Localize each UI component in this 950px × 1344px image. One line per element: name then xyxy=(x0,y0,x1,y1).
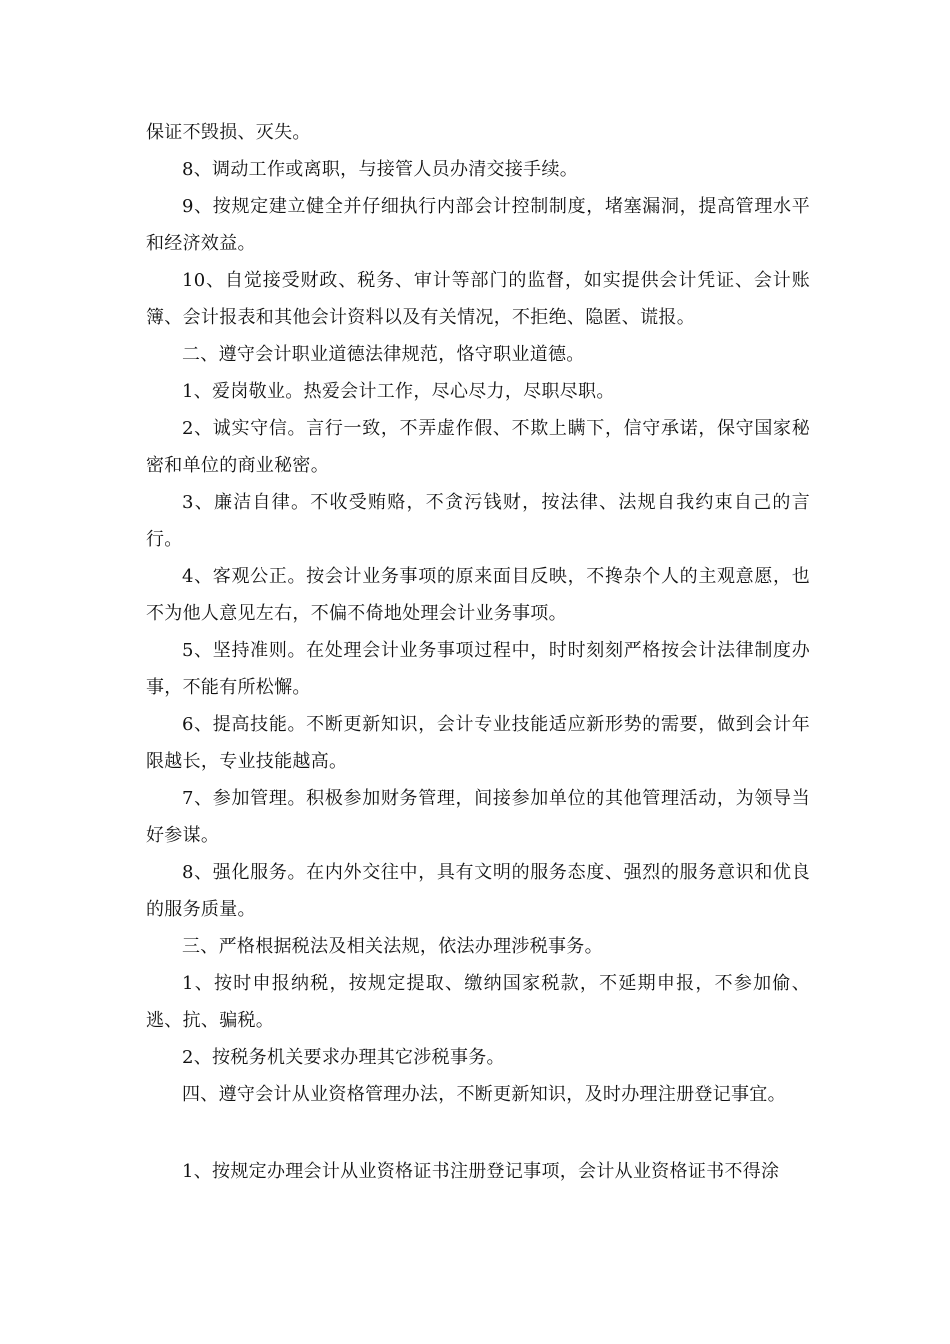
paragraph: 1、按时申报纳税，按规定提取、缴纳国家税款，不延期申报，不参加偷、逃、抗、骗税。 xyxy=(146,973,810,1031)
paragraph: 7、参加管理。积极参加财务管理，间接参加单位的其他管理活动，为领导当好参谋。 xyxy=(146,788,810,846)
paragraph: 8、调动工作或离职，与接管人员办清交接手续。 xyxy=(182,159,579,180)
paragraph: 10、自觉接受财政、税务、审计等部门的监督，如实提供会计凭证、会计账簿、会计报表和其他会计资料以及有关情况，不拒绝、隐匿、谎报。 xyxy=(146,270,810,328)
paragraph: 8、强化服务。在内外交往中，具有文明的服务态度、强烈的服务意识和优良的服务质量。 xyxy=(146,862,810,920)
paragraph: 3、廉洁自律。不收受贿赂，不贪污钱财，按法律、法规自我约束自己的言行。 xyxy=(146,492,810,550)
paragraph: 5、坚持准则。在处理会计业务事项过程中，时时刻刻严格按会计法律制度办事，不能有所松懈。 xyxy=(146,640,810,698)
paragraph: 1、爱岗敬业。热爱会计工作，尽心尽力，尽职尽职。 xyxy=(182,381,615,402)
paragraph: 9、按规定建立健全并仔细执行内部会计控制制度，堵塞漏洞，提高管理水平和经济效益。 xyxy=(146,196,810,254)
document-body xyxy=(146,114,810,1190)
paragraph: 2、按税务机关要求办理其它涉税事务。 xyxy=(182,1047,505,1068)
paragraph: 1、按规定办理会计从业资格证书注册登记事项，会计从业资格证书不得涂 xyxy=(182,1161,780,1182)
section-heading: 三、严格根据税法及相关法规，依法办理涉税事务。 xyxy=(182,936,603,957)
paragraph: 6、提高技能。不断更新知识，会计专业技能适应新形势的需要，做到会计年限越长，专业技能越高。 xyxy=(146,714,810,772)
section-heading: 四、遵守会计从业资格管理办法，不断更新知识，及时办理注册登记事宜。 xyxy=(182,1084,786,1105)
paragraph: 保证不毁损、灭失。 xyxy=(146,122,311,143)
section-heading: 二、遵守会计职业道德法律规范，恪守职业道德。 xyxy=(182,344,585,365)
paragraph: 4、客观公正。按会计业务事项的原来面目反映，不搀杂个人的主观意愿，也不为他人意见左右，不偏不倚地处理会计业务事项。 xyxy=(146,566,810,624)
paragraph: 2、诚实守信。言行一致，不弄虚作假、不欺上瞒下，信守承诺，保守国家秘密和单位的商业秘密。 xyxy=(146,418,810,476)
